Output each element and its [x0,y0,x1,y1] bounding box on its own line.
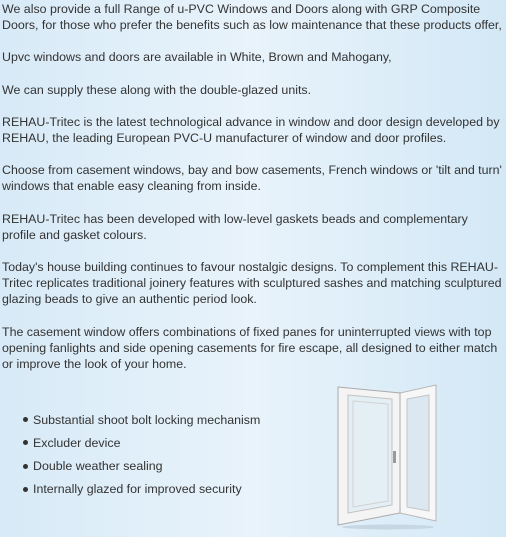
bullet-icon [23,464,28,469]
list-item [23,478,323,501]
feature-label: Double weather sealing [33,459,163,474]
feature-label: Internally glazed for improved security [33,482,242,497]
main-content [2,1,504,388]
features-list [23,408,323,501]
paragraph-colours: Upvc windows and doors are available in White, Brown and Mahogany, [2,50,392,65]
paragraph-casement-window: The casement window offers combinations of fixed panes for uninterrupted views with top opening fanlights and side opening casements for fire escape, all designed to either match or improve the look of your home. [2,324,498,372]
casement-window-image [336,381,456,531]
feature-label: Excluder device [33,435,121,450]
bullet-icon [23,440,28,445]
bullet-icon [23,417,28,422]
list-item [23,455,323,478]
paragraph-intro: We also provide a full Range of u-PVC Windows and Doors along with GRP Composite Doors, for those who prefer the benefits such as low maintenance that these products offer, [2,2,502,33]
paragraph-gaskets: REHAU-Tritec has been developed with low-level gaskets beads and complementary profile and gasket colours. [2,211,468,242]
paragraph-rehau-tritec: REHAU-Tritec is the latest technological advance in window and door design developed by REHAU, the leading European PVC-U manufacturer of window and door profiles. [2,114,500,146]
list-item [23,431,323,454]
paragraph-window-types: Choose from casement windows, bay and bow casements, French windows or 'tilt and turn' windows that enable easy cleaning from inside. [2,163,502,194]
paragraph-nostalgic-designs: Today's house building continues to favour nostalgic designs. To complement this REHAU-Tritec replicates traditional joinery features with sculptured sashes and matching sculptured glazing beads to give an authentic period look. [2,260,502,307]
paragraph-double-glazed: We can supply these along with the double-glazed units. [2,82,312,97]
bullet-icon [23,487,28,492]
feature-label: Substantial shoot bolt locking mechanism [33,412,261,427]
list-item [23,408,323,431]
